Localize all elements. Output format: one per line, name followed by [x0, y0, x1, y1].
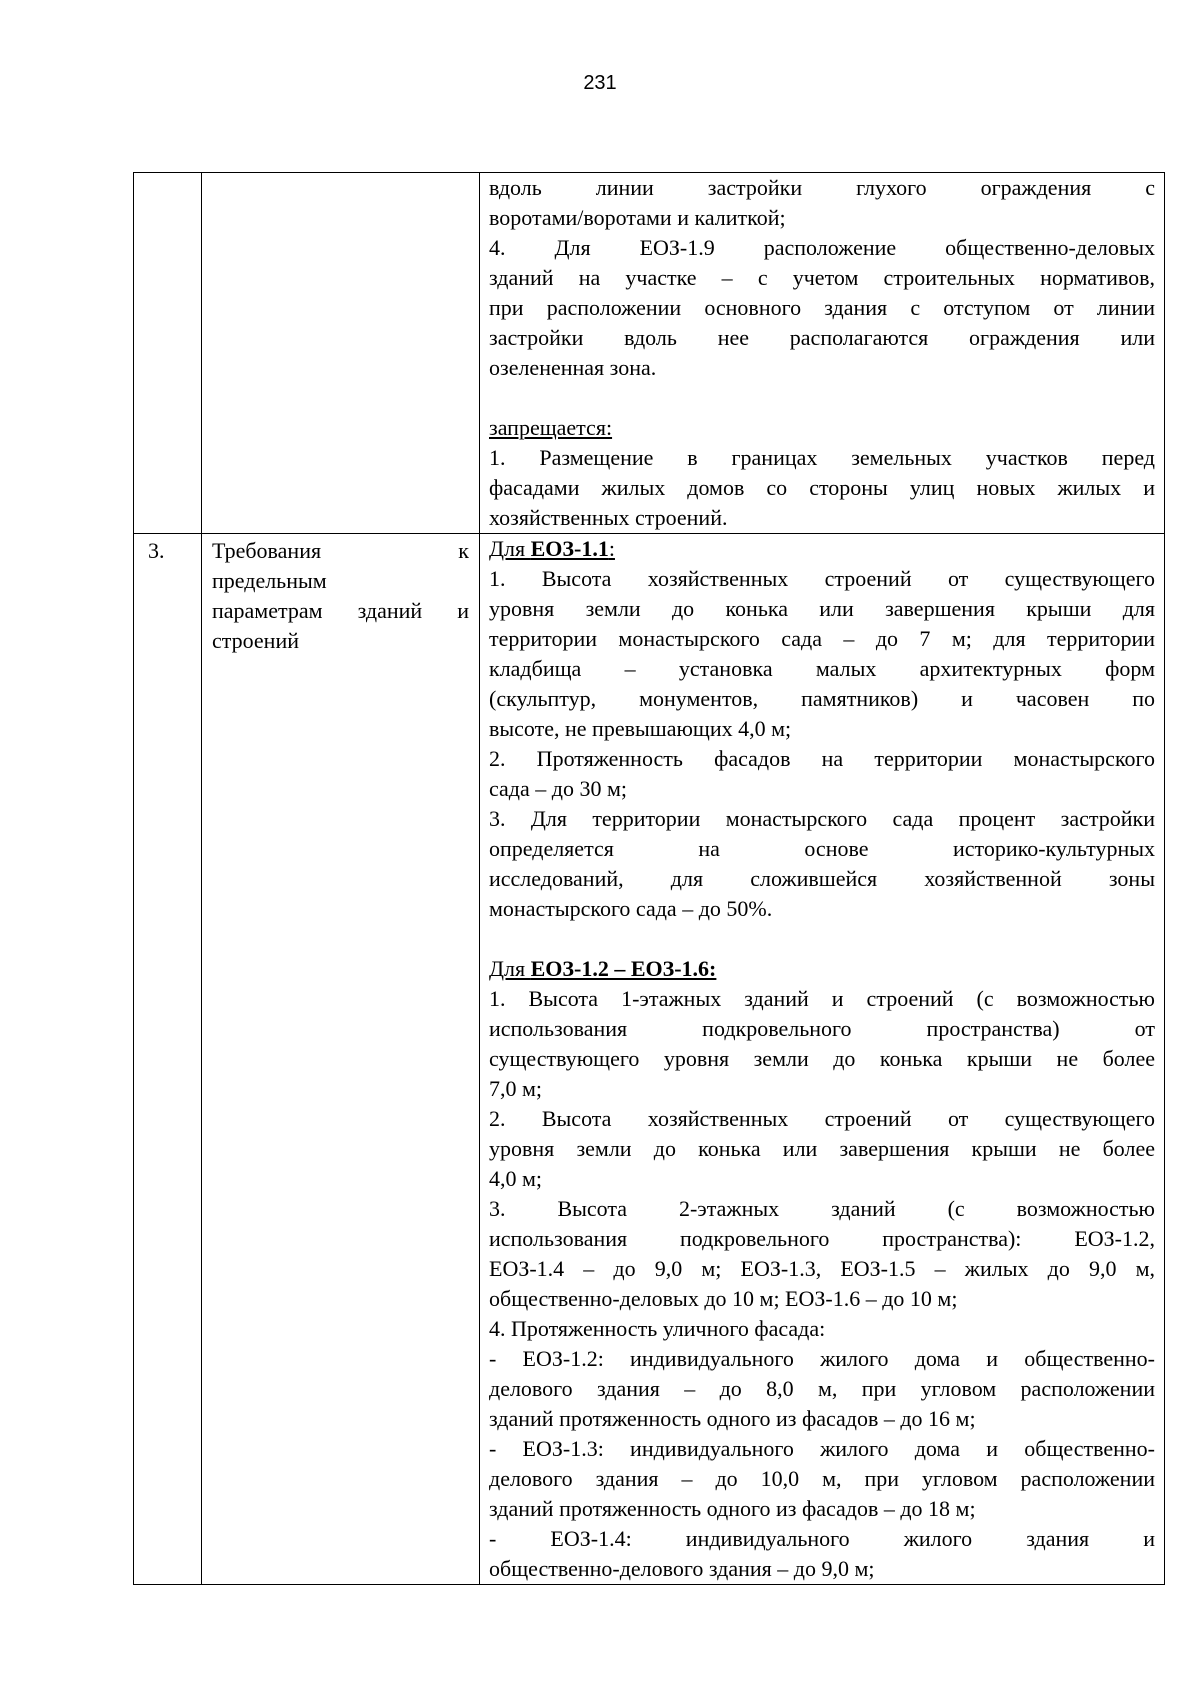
text-line: ЕОЗ-1.4 – до 9,0 м; ЕОЗ-1.3, ЕОЗ-1.5 – жилых до 9,0 м,: [489, 1256, 1155, 1281]
text-line: 1. Размещение в границах земельных участков перед: [489, 445, 1155, 470]
text-line: 4,0 м;: [489, 1166, 543, 1191]
text-line: 4. Для ЕОЗ-1.9 расположение общественно-деловых: [489, 235, 1155, 260]
text-line: 1. Высота 1-этажных зданий и строений (с возможностью: [489, 986, 1155, 1011]
cell-requirement-empty: [202, 173, 480, 534]
cell-row-number: [134, 534, 202, 1585]
text-line: 7,0 м;: [489, 1076, 543, 1101]
text-line: высоте, не превышающих 4,0 м;: [489, 716, 792, 741]
requirement-word: Требования: [212, 538, 322, 563]
regulations-table: [133, 172, 1165, 1585]
section-lines-eoz-1-1: [489, 564, 1155, 924]
cell-content-row-3: [480, 534, 1165, 1585]
text-line: уровня земли до конька или завершения крыши не более: [489, 1136, 1155, 1161]
text-line: монастырского сада – до 50%.: [489, 896, 773, 921]
row-number: 3.: [148, 538, 165, 563]
text-line: использования подкровельного пространства): ЕОЗ-1.2,: [489, 1226, 1155, 1251]
text-line: кладбища – установка малых архитектурных форм: [489, 656, 1155, 681]
text-line: застройки вдоль нее располагаются ограждения или: [489, 325, 1155, 350]
text-line: сада – до 30 м;: [489, 776, 627, 801]
requirement-text: [202, 534, 479, 656]
cell-content-continuation: [480, 173, 1165, 534]
forbidden-heading: запрещается:: [489, 415, 613, 440]
text-line: использования подкровельного пространства) от: [489, 1016, 1155, 1041]
text-line: 4. Протяженность уличного фасада:: [489, 1316, 826, 1341]
table-row-continuation: [134, 173, 1165, 534]
text-line: зданий на участке – с учетом строительных нормативов,: [489, 265, 1155, 290]
text-line: 2. Высота хозяйственных строений от существующего: [489, 1106, 1155, 1131]
text-line: делового здания – до 8,0 м, при угловом расположении: [489, 1376, 1155, 1401]
text-line: делового здания – до 10,0 м, при угловом расположении: [489, 1466, 1155, 1491]
text-line: - ЕОЗ-1.3: индивидуального жилого дома и общественно-: [489, 1436, 1155, 1461]
text-line: 3. Для территории монастырского сада процент застройки: [489, 806, 1155, 831]
text-line: исследований, для сложившейся хозяйственной зоны: [489, 866, 1155, 891]
requirement-word: строений: [212, 628, 300, 653]
continuation-lines: [489, 173, 1155, 383]
text-line: озелененная зона.: [489, 355, 657, 380]
page-number: 231: [583, 72, 617, 94]
blank-line: [489, 383, 1155, 413]
requirement-word: зданий: [357, 598, 423, 623]
requirement-word: предельным: [212, 568, 327, 593]
text-line: общественно-делового здания – до 9,0 м;: [489, 1556, 875, 1581]
text-line: определяется на основе историко-культурных: [489, 836, 1155, 861]
text-line: территории монастырского сада – до 7 м; для территории: [489, 626, 1155, 651]
blank-line: [489, 924, 1155, 954]
text-line: вдоль линии застройки глухого ограждения с: [489, 175, 1155, 200]
text-line: - ЕОЗ-1.4: индивидуального жилого здания и: [489, 1526, 1155, 1551]
text-line: 1. Высота хозяйственных строений от существующего: [489, 566, 1155, 591]
requirement-word: параметрам: [212, 598, 323, 623]
cell-number-empty: [134, 173, 202, 534]
text-line: при расположении основного здания с отступом от линии: [489, 295, 1155, 320]
text-line: зданий протяженность одного из фасадов – до 18 м;: [489, 1496, 976, 1521]
text-line: 2. Протяженность фасадов на территории монастырского: [489, 746, 1155, 771]
section-lines-eoz-1-2-1-6: [489, 984, 1155, 1584]
table-row-3: [134, 534, 1165, 1585]
text-line: (скульптур, монументов, памятников) и часовен по: [489, 686, 1155, 711]
text-line: существующего уровня земли до конька крыши не более: [489, 1046, 1155, 1071]
text-line: общественно-деловых до 10 м; ЕОЗ-1.6 – до 10 м;: [489, 1286, 958, 1311]
requirement-word: к: [458, 538, 469, 563]
text-line: уровня земли до конька или завершения крыши для: [489, 596, 1155, 621]
text-line: хозяйственных строений.: [489, 505, 728, 530]
text-line: фасадами жилых домов со стороны улиц новых жилых и: [489, 475, 1155, 500]
text-line: 3. Высота 2-этажных зданий (с возможностью: [489, 1196, 1155, 1221]
text-line: зданий протяженность одного из фасадов – до 16 м;: [489, 1406, 976, 1431]
text-line: - ЕОЗ-1.2: индивидуального жилого дома и общественно-: [489, 1346, 1155, 1371]
text-line: воротами/воротами и калиткой;: [489, 205, 786, 230]
forbidden-lines: [489, 443, 1155, 533]
section-heading-eoz-1-2-1-6: Для ЕОЗ-1.2 – ЕОЗ-1.6:: [489, 956, 717, 981]
section-heading-eoz-1-1: Для ЕОЗ-1.1:: [489, 536, 615, 561]
cell-requirement: [202, 534, 480, 1585]
requirement-word: и: [457, 598, 469, 623]
